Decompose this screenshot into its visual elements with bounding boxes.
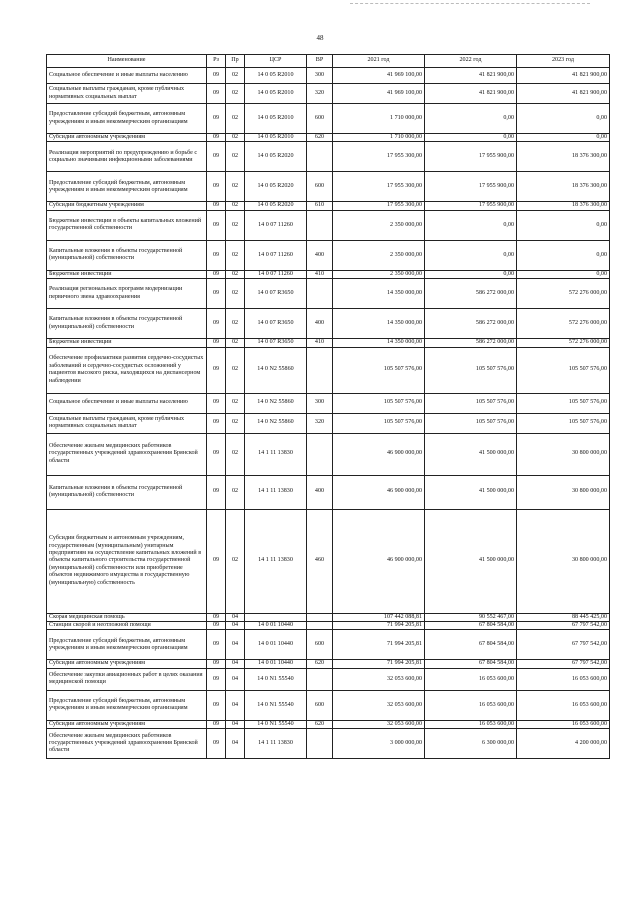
row-name: Бюджетные инвестиции в объекты капитальных вложений государственной собственности xyxy=(47,210,207,240)
row-2023: 16 053 600,00 xyxy=(517,690,610,720)
row-vr: 600 xyxy=(307,690,333,720)
row-2022: 105 507 576,00 xyxy=(425,413,517,433)
row-2022: 105 507 576,00 xyxy=(425,347,517,393)
row-2021: 32 053 600,00 xyxy=(333,668,425,690)
table-row xyxy=(47,84,610,104)
row-2022: 41 500 000,00 xyxy=(425,433,517,475)
row-2021: 41 969 100,00 xyxy=(333,68,425,84)
row-name: Капитальные вложения в объекты государственной (муниципальной) собственности xyxy=(47,475,207,509)
row-2023: 67 797 542,00 xyxy=(517,622,610,630)
row-name: Реализация региональных программ модернизации первичного звена здравоохранения xyxy=(47,279,207,309)
row-2021: 1 710 000,00 xyxy=(333,104,425,134)
header-2021: 2021 год xyxy=(333,55,425,68)
row-rz: 09 xyxy=(207,104,226,134)
row-csr: 14 0 N2 55860 xyxy=(245,347,307,393)
row-vr: 410 xyxy=(307,270,333,278)
row-2023: 0,00 xyxy=(517,270,610,278)
row-vr xyxy=(307,210,333,240)
row-name: Субсидии автономным учреждениям xyxy=(47,720,207,728)
row-vr xyxy=(307,433,333,475)
header-2023: 2023 год xyxy=(517,55,610,68)
row-2021: 46 900 000,00 xyxy=(333,475,425,509)
row-pr: 02 xyxy=(226,134,245,142)
row-name: Социальное обеспечение и иные выплаты населению xyxy=(47,393,207,413)
row-name: Предоставление субсидий бюджетным, автономным учреждениям и иным некоммерческим организациям xyxy=(47,104,207,134)
row-rz: 09 xyxy=(207,475,226,509)
row-csr: 14 0 N1 55540 xyxy=(245,720,307,728)
header-rz: Рз xyxy=(207,55,226,68)
row-pr: 04 xyxy=(226,630,245,660)
row-csr: 14 0 07 11260 xyxy=(245,210,307,240)
row-vr: 400 xyxy=(307,475,333,509)
table-row xyxy=(47,142,610,172)
row-rz: 09 xyxy=(207,134,226,142)
row-2021: 105 507 576,00 xyxy=(333,347,425,393)
row-pr: 02 xyxy=(226,393,245,413)
table-row xyxy=(47,104,610,134)
row-2023: 41 821 900,00 xyxy=(517,68,610,84)
row-name: Обеспечение закупки авиационных работ в целях оказания медицинской помощи xyxy=(47,668,207,690)
row-pr: 02 xyxy=(226,104,245,134)
row-vr: 600 xyxy=(307,172,333,202)
row-vr: 300 xyxy=(307,68,333,84)
row-2021: 17 955 300,00 xyxy=(333,142,425,172)
row-rz: 09 xyxy=(207,413,226,433)
row-csr: 14 0 01 10440 xyxy=(245,630,307,660)
budget-table xyxy=(46,54,610,759)
row-name: Реализация мероприятий по предупреждению и борьбе с социально значимыми инфекционными заболеваниями xyxy=(47,142,207,172)
row-csr: 14 0 05 R2010 xyxy=(245,104,307,134)
row-vr xyxy=(307,142,333,172)
row-vr: 620 xyxy=(307,134,333,142)
row-rz: 09 xyxy=(207,68,226,84)
row-2022: 16 053 600,00 xyxy=(425,690,517,720)
row-csr: 14 0 N1 55540 xyxy=(245,668,307,690)
row-rz: 09 xyxy=(207,202,226,210)
row-2022: 41 500 000,00 xyxy=(425,509,517,613)
table-row xyxy=(47,668,610,690)
table-row xyxy=(47,210,610,240)
row-pr: 02 xyxy=(226,202,245,210)
row-csr: 14 0 05 R2020 xyxy=(245,142,307,172)
row-2022: 0,00 xyxy=(425,240,517,270)
row-vr xyxy=(307,668,333,690)
row-2023: 18 376 300,00 xyxy=(517,202,610,210)
row-2022: 0,00 xyxy=(425,134,517,142)
row-2022: 586 272 000,00 xyxy=(425,279,517,309)
row-2023: 572 276 000,00 xyxy=(517,309,610,339)
row-vr xyxy=(307,622,333,630)
table-row xyxy=(47,270,610,278)
table-row xyxy=(47,622,610,630)
row-2023: 67 797 542,00 xyxy=(517,660,610,668)
row-name: Капитальные вложения в объекты государственной (муниципальной) собственности xyxy=(47,240,207,270)
table-row xyxy=(47,68,610,84)
row-2022: 586 272 000,00 xyxy=(425,339,517,347)
row-pr: 02 xyxy=(226,413,245,433)
row-pr: 02 xyxy=(226,68,245,84)
row-pr: 04 xyxy=(226,690,245,720)
row-name: Предоставление субсидий бюджетным, автономным учреждениям и иным некоммерческим организациям xyxy=(47,690,207,720)
row-rz: 09 xyxy=(207,660,226,668)
row-name: Субсидии бюджетным и автономным учреждениям, государственным (муниципальным) унитарным предприятиям на осуществление капитальных вложений в объекты капитального строительства государственной (муниципальной) собственности или приобретение объектов недвижимого имущества в государственную (муниципальную) собственность xyxy=(47,509,207,613)
row-pr: 04 xyxy=(226,668,245,690)
row-csr: 14 0 N2 55860 xyxy=(245,413,307,433)
row-vr: 620 xyxy=(307,720,333,728)
row-pr: 02 xyxy=(226,279,245,309)
row-name: Обеспечение жильем медицинских работников государственных учреждений здравоохранения Брянской области xyxy=(47,433,207,475)
row-2023: 88 445 425,00 xyxy=(517,613,610,621)
row-2022: 0,00 xyxy=(425,210,517,240)
row-csr: 14 1 11 13830 xyxy=(245,475,307,509)
row-2022: 0,00 xyxy=(425,270,517,278)
page-number: 48 xyxy=(316,34,324,42)
row-vr: 320 xyxy=(307,84,333,104)
row-2021: 46 900 000,00 xyxy=(333,509,425,613)
row-rz: 09 xyxy=(207,613,226,621)
row-csr xyxy=(245,613,307,621)
row-2021: 71 994 205,81 xyxy=(333,630,425,660)
row-csr: 14 0 07 11260 xyxy=(245,270,307,278)
row-2021: 107 442 088,81 xyxy=(333,613,425,621)
row-rz: 09 xyxy=(207,339,226,347)
row-csr: 14 0 05 R2010 xyxy=(245,84,307,104)
row-name: Скорая медицинская помощь xyxy=(47,613,207,621)
row-2023: 0,00 xyxy=(517,240,610,270)
row-name: Предоставление субсидий бюджетным, автономным учреждениям и иным некоммерческим организациям xyxy=(47,172,207,202)
row-2021: 32 053 600,00 xyxy=(333,690,425,720)
table-row xyxy=(47,240,610,270)
row-csr: 14 0 05 R2020 xyxy=(245,172,307,202)
row-2022: 16 053 600,00 xyxy=(425,668,517,690)
row-name: Обеспечение жильем медицинских работников государственных учреждений здравоохранения Брянской области xyxy=(47,729,207,759)
row-name: Бюджетные инвестиции xyxy=(47,339,207,347)
row-csr: 14 0 05 R2020 xyxy=(245,202,307,210)
row-2023: 16 053 600,00 xyxy=(517,720,610,728)
row-rz: 09 xyxy=(207,172,226,202)
row-csr: 14 0 N2 55860 xyxy=(245,393,307,413)
row-vr: 400 xyxy=(307,240,333,270)
row-name: Социальные выплаты гражданам, кроме публичных нормативных социальных выплат xyxy=(47,413,207,433)
row-2021: 41 969 100,00 xyxy=(333,84,425,104)
row-rz: 09 xyxy=(207,393,226,413)
row-2023: 67 797 542,00 xyxy=(517,630,610,660)
row-vr: 400 xyxy=(307,309,333,339)
row-2022: 16 053 600,00 xyxy=(425,720,517,728)
table-row xyxy=(47,720,610,728)
row-2021: 1 710 000,00 xyxy=(333,134,425,142)
row-pr: 02 xyxy=(226,347,245,393)
row-pr: 02 xyxy=(226,172,245,202)
row-2021: 2 350 000,00 xyxy=(333,240,425,270)
row-pr: 02 xyxy=(226,270,245,278)
header-name: Наименование xyxy=(47,55,207,68)
row-2021: 17 955 300,00 xyxy=(333,172,425,202)
row-2022: 17 955 900,00 xyxy=(425,172,517,202)
row-pr: 02 xyxy=(226,433,245,475)
table-row xyxy=(47,729,610,759)
row-csr: 14 0 N1 55540 xyxy=(245,690,307,720)
row-2023: 41 821 900,00 xyxy=(517,84,610,104)
row-2021: 14 350 000,00 xyxy=(333,309,425,339)
row-csr: 14 0 07 11260 xyxy=(245,240,307,270)
header-pr: Пр xyxy=(226,55,245,68)
row-csr: 14 1 11 13830 xyxy=(245,509,307,613)
row-vr: 600 xyxy=(307,104,333,134)
row-rz: 09 xyxy=(207,270,226,278)
table-row xyxy=(47,509,610,613)
header-2022: 2022 год xyxy=(425,55,517,68)
row-vr xyxy=(307,729,333,759)
table-row xyxy=(47,433,610,475)
row-2022: 41 821 900,00 xyxy=(425,68,517,84)
row-name: Социальные выплаты гражданам, кроме публичных нормативных социальных выплат xyxy=(47,84,207,104)
row-pr: 02 xyxy=(226,240,245,270)
row-rz: 09 xyxy=(207,142,226,172)
table-row xyxy=(47,134,610,142)
row-rz: 09 xyxy=(207,509,226,613)
row-2021: 71 994 205,81 xyxy=(333,660,425,668)
row-name: Предоставление субсидий бюджетным, автономным учреждениям и иным некоммерческим организациям xyxy=(47,630,207,660)
row-name: Субсидии автономным учреждениям xyxy=(47,134,207,142)
row-2023: 105 507 576,00 xyxy=(517,413,610,433)
row-rz: 09 xyxy=(207,690,226,720)
row-2023: 18 376 300,00 xyxy=(517,172,610,202)
row-rz: 09 xyxy=(207,347,226,393)
row-rz: 09 xyxy=(207,630,226,660)
row-2022: 90 552 467,00 xyxy=(425,613,517,621)
row-2023: 16 053 600,00 xyxy=(517,668,610,690)
row-2023: 30 800 000,00 xyxy=(517,509,610,613)
header-row xyxy=(47,55,610,68)
row-vr: 300 xyxy=(307,393,333,413)
row-vr xyxy=(307,347,333,393)
row-2023: 105 507 576,00 xyxy=(517,347,610,393)
row-2023: 105 507 576,00 xyxy=(517,393,610,413)
row-2021: 2 350 000,00 xyxy=(333,210,425,240)
row-name: Обеспечение профилактики развития сердечно-сосудистых заболеваний и сердечно-сосудистых осложнений у пациентов высокого риска, находящихся на диспансерном наблюдении xyxy=(47,347,207,393)
row-csr: 14 0 05 R2010 xyxy=(245,68,307,84)
row-2021: 17 955 300,00 xyxy=(333,202,425,210)
row-vr: 460 xyxy=(307,509,333,613)
header-csr: ЦСР xyxy=(245,55,307,68)
table-row xyxy=(47,339,610,347)
row-vr xyxy=(307,613,333,621)
table-row xyxy=(47,172,610,202)
table-row xyxy=(47,309,610,339)
row-vr xyxy=(307,279,333,309)
row-2022: 0,00 xyxy=(425,104,517,134)
table-row xyxy=(47,475,610,509)
row-rz: 09 xyxy=(207,210,226,240)
row-pr: 02 xyxy=(226,339,245,347)
table-row xyxy=(47,202,610,210)
row-2023: 0,00 xyxy=(517,210,610,240)
row-2022: 67 804 584,00 xyxy=(425,622,517,630)
row-name: Бюджетные инвестиции xyxy=(47,270,207,278)
row-2021: 3 000 000,00 xyxy=(333,729,425,759)
row-pr: 04 xyxy=(226,720,245,728)
row-2021: 14 350 000,00 xyxy=(333,279,425,309)
table-row xyxy=(47,690,610,720)
row-name: Субсидии бюджетным учреждениям xyxy=(47,202,207,210)
row-2022: 6 300 000,00 xyxy=(425,729,517,759)
row-vr: 410 xyxy=(307,339,333,347)
header-vr: ВР xyxy=(307,55,333,68)
row-2022: 586 272 000,00 xyxy=(425,309,517,339)
row-2022: 67 804 584,00 xyxy=(425,660,517,668)
row-csr: 14 0 05 R2010 xyxy=(245,134,307,142)
row-rz: 09 xyxy=(207,433,226,475)
row-name: Субсидии автономным учреждениям xyxy=(47,660,207,668)
row-pr: 02 xyxy=(226,210,245,240)
table-row xyxy=(47,413,610,433)
row-pr: 02 xyxy=(226,309,245,339)
scan-artifact-line xyxy=(350,3,590,4)
row-rz: 09 xyxy=(207,668,226,690)
row-vr: 320 xyxy=(307,413,333,433)
row-vr: 620 xyxy=(307,660,333,668)
row-rz: 09 xyxy=(207,729,226,759)
row-2022: 67 804 584,00 xyxy=(425,630,517,660)
row-2023: 18 376 300,00 xyxy=(517,142,610,172)
row-pr: 02 xyxy=(226,142,245,172)
row-pr: 04 xyxy=(226,613,245,621)
row-rz: 09 xyxy=(207,240,226,270)
row-2021: 71 994 205,81 xyxy=(333,622,425,630)
table-row xyxy=(47,660,610,668)
row-pr: 04 xyxy=(226,729,245,759)
row-2023: 572 276 000,00 xyxy=(517,279,610,309)
row-2022: 41 821 900,00 xyxy=(425,84,517,104)
row-vr: 600 xyxy=(307,630,333,660)
row-2021: 2 350 000,00 xyxy=(333,270,425,278)
row-rz: 09 xyxy=(207,279,226,309)
table-row xyxy=(47,393,610,413)
row-pr: 02 xyxy=(226,475,245,509)
row-csr: 14 0 01 10440 xyxy=(245,622,307,630)
row-name: Станции скорой и неотложной помощи xyxy=(47,622,207,630)
row-2021: 32 053 600,00 xyxy=(333,720,425,728)
row-name: Капитальные вложения в объекты государственной (муниципальной) собственности xyxy=(47,309,207,339)
row-pr: 02 xyxy=(226,509,245,613)
row-csr: 14 0 07 R3650 xyxy=(245,339,307,347)
row-pr: 04 xyxy=(226,660,245,668)
row-2022: 17 955 900,00 xyxy=(425,142,517,172)
row-rz: 09 xyxy=(207,84,226,104)
table-row xyxy=(47,347,610,393)
row-csr: 14 0 07 R3650 xyxy=(245,309,307,339)
row-csr: 14 1 11 13830 xyxy=(245,433,307,475)
row-2023: 30 800 000,00 xyxy=(517,433,610,475)
row-2023: 30 800 000,00 xyxy=(517,475,610,509)
row-vr: 610 xyxy=(307,202,333,210)
row-name: Социальное обеспечение и иные выплаты населению xyxy=(47,68,207,84)
table-row xyxy=(47,630,610,660)
row-2022: 17 955 900,00 xyxy=(425,202,517,210)
row-rz: 09 xyxy=(207,622,226,630)
row-2023: 0,00 xyxy=(517,104,610,134)
row-2022: 41 500 000,00 xyxy=(425,475,517,509)
table-row xyxy=(47,613,610,621)
row-rz: 09 xyxy=(207,309,226,339)
row-2023: 4 200 000,00 xyxy=(517,729,610,759)
row-pr: 02 xyxy=(226,84,245,104)
row-2021: 14 350 000,00 xyxy=(333,339,425,347)
row-2021: 105 507 576,00 xyxy=(333,413,425,433)
row-pr: 04 xyxy=(226,622,245,630)
row-csr: 14 0 01 10440 xyxy=(245,660,307,668)
row-2023: 0,00 xyxy=(517,134,610,142)
row-2021: 105 507 576,00 xyxy=(333,393,425,413)
row-2021: 46 900 000,00 xyxy=(333,433,425,475)
row-csr: 14 1 11 13830 xyxy=(245,729,307,759)
row-csr: 14 0 07 R3650 xyxy=(245,279,307,309)
row-2023: 572 276 000,00 xyxy=(517,339,610,347)
row-rz: 09 xyxy=(207,720,226,728)
table-row xyxy=(47,279,610,309)
row-2022: 105 507 576,00 xyxy=(425,393,517,413)
